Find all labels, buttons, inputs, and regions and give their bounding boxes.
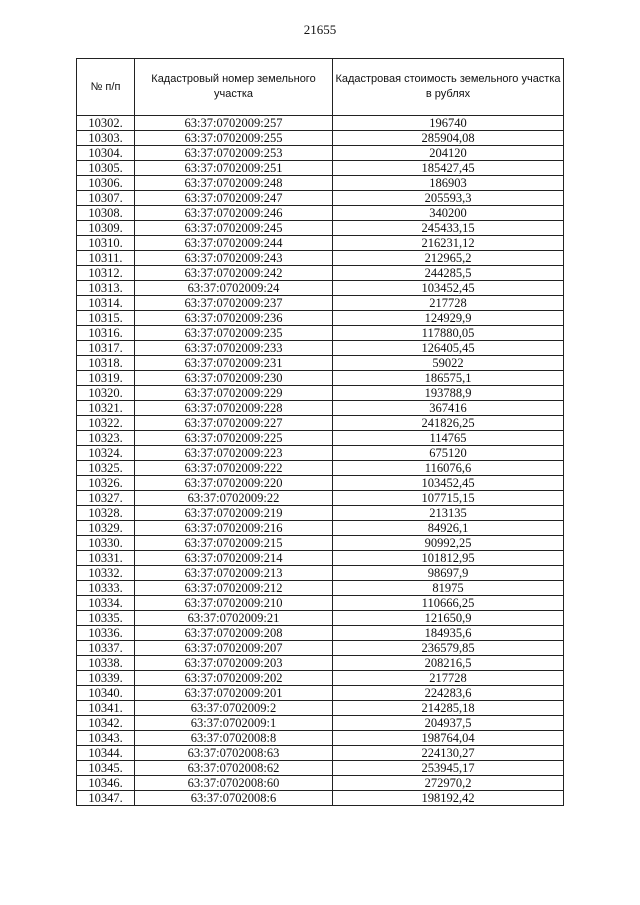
row-number: 10344. [77,746,135,761]
table-row [77,446,564,461]
cadastral-value: 367416 [333,401,564,416]
cadastral-number: 63:37:0702009:236 [135,311,333,326]
row-number: 10329. [77,521,135,536]
cadastral-value: 340200 [333,206,564,221]
cadastral-value: 208216,5 [333,656,564,671]
cadastral-value: 103452,45 [333,281,564,296]
table-row [77,326,564,341]
row-number: 10341. [77,701,135,716]
cadastral-value: 103452,45 [333,476,564,491]
cadastral-number: 63:37:0702009:244 [135,236,333,251]
cadastral-number: 63:37:0702009:223 [135,446,333,461]
row-number: 10308. [77,206,135,221]
table-row [77,536,564,551]
cadastral-number: 63:37:0702009:220 [135,476,333,491]
cadastral-value: 117880,05 [333,326,564,341]
cadastral-value: 272970,2 [333,776,564,791]
cadastral-number: 63:37:0702009:257 [135,116,333,131]
cadastral-value: 126405,45 [333,341,564,356]
row-number: 10342. [77,716,135,731]
row-number: 10312. [77,266,135,281]
cadastral-number: 63:37:0702008:8 [135,731,333,746]
cadastral-number: 63:37:0702009:228 [135,401,333,416]
table-row [77,506,564,521]
cadastral-number: 63:37:0702009:201 [135,686,333,701]
table-row [77,146,564,161]
table-row [77,131,564,146]
cadastral-value: 186575,1 [333,371,564,386]
cadastral-number: 63:37:0702009:207 [135,641,333,656]
cadastral-value: 205593,3 [333,191,564,206]
cadastral-value: 212965,2 [333,251,564,266]
cadastral-value: 114765 [333,431,564,446]
row-number: 10313. [77,281,135,296]
row-number: 10325. [77,461,135,476]
cadastral-number: 63:37:0702009:203 [135,656,333,671]
table-row [77,521,564,536]
cadastral-value: 675120 [333,446,564,461]
row-number: 10310. [77,236,135,251]
table-row [77,176,564,191]
cadastral-value: 59022 [333,356,564,371]
cadastral-number: 63:37:0702009:208 [135,626,333,641]
cadastral-number: 63:37:0702009:212 [135,581,333,596]
table-row [77,641,564,656]
row-number: 10336. [77,626,135,641]
cadastral-value: 101812,95 [333,551,564,566]
cadastral-value: 253945,17 [333,761,564,776]
table-row [77,236,564,251]
row-number: 10302. [77,116,135,131]
table-header-row [77,59,564,116]
cadastral-number: 63:37:0702009:245 [135,221,333,236]
table-row [77,551,564,566]
table-row [77,356,564,371]
row-number: 10317. [77,341,135,356]
row-number: 10318. [77,356,135,371]
cadastral-number: 63:37:0702009:246 [135,206,333,221]
row-number: 10321. [77,401,135,416]
cadastral-number: 63:37:0702009:255 [135,131,333,146]
cadastral-number: 63:37:0702009:202 [135,671,333,686]
cadastral-number: 63:37:0702009:24 [135,281,333,296]
cadastral-number: 63:37:0702009:253 [135,146,333,161]
row-number: 10316. [77,326,135,341]
table-row [77,296,564,311]
row-number: 10323. [77,431,135,446]
cadastral-value: 244285,5 [333,266,564,281]
table-row [77,476,564,491]
table-row [77,431,564,446]
cadastral-number: 63:37:0702009:222 [135,461,333,476]
table-row [77,416,564,431]
row-number: 10331. [77,551,135,566]
cadastral-value: 84926,1 [333,521,564,536]
cadastral-value: 241826,25 [333,416,564,431]
row-number: 10333. [77,581,135,596]
cadastral-value: 217728 [333,671,564,686]
table-row [77,491,564,506]
cadastral-number: 63:37:0702009:219 [135,506,333,521]
table-row [77,656,564,671]
cadastral-value: 285904,08 [333,131,564,146]
table-body [77,116,564,806]
row-number: 10303. [77,131,135,146]
cadastral-number: 63:37:0702009:242 [135,266,333,281]
cadastral-value: 213135 [333,506,564,521]
table-row [77,701,564,716]
cadastral-value: 198764,04 [333,731,564,746]
cadastral-number: 63:37:0702009:210 [135,596,333,611]
row-number: 10347. [77,791,135,806]
cadastral-value: 216231,12 [333,236,564,251]
table-row [77,341,564,356]
row-number: 10332. [77,566,135,581]
table-row [77,611,564,626]
header-num: № п/п [77,59,135,116]
table-row [77,206,564,221]
row-number: 10327. [77,491,135,506]
cadastral-number: 63:37:0702009:243 [135,251,333,266]
cadastral-number: 63:37:0702009:213 [135,566,333,581]
row-number: 10334. [77,596,135,611]
cadastral-number: 63:37:0702008:63 [135,746,333,761]
table-row [77,731,564,746]
cadastral-value: 186903 [333,176,564,191]
cadastral-number: 63:37:0702009:22 [135,491,333,506]
table-row [77,746,564,761]
cadastral-number: 63:37:0702009:216 [135,521,333,536]
table-row [77,761,564,776]
cadastral-value: 204937,5 [333,716,564,731]
table-row [77,626,564,641]
row-number: 10304. [77,146,135,161]
cadastral-value: 90992,25 [333,536,564,551]
table-row [77,251,564,266]
table-row [77,386,564,401]
row-number: 10330. [77,536,135,551]
cadastral-value: 185427,45 [333,161,564,176]
table-row [77,191,564,206]
row-number: 10319. [77,371,135,386]
table-row [77,371,564,386]
cadastral-number: 63:37:0702009:251 [135,161,333,176]
row-number: 10339. [77,671,135,686]
table-row [77,311,564,326]
cadastral-number: 63:37:0702009:215 [135,536,333,551]
cadastral-table [76,58,564,806]
header-cadastral-number: Кадастровый номер земельного участка [135,59,333,116]
cadastral-value: 198192,42 [333,791,564,806]
cadastral-number: 63:37:0702009:2 [135,701,333,716]
table-row [77,161,564,176]
cadastral-value: 124929,9 [333,311,564,326]
row-number: 10345. [77,761,135,776]
row-number: 10346. [77,776,135,791]
cadastral-number: 63:37:0702009:248 [135,176,333,191]
table-row [77,671,564,686]
cadastral-value: 98697,9 [333,566,564,581]
cadastral-value: 214285,18 [333,701,564,716]
cadastral-number: 63:37:0702009:235 [135,326,333,341]
cadastral-value: 184935,6 [333,626,564,641]
cadastral-number: 63:37:0702008:6 [135,791,333,806]
cadastral-number: 63:37:0702009:237 [135,296,333,311]
cadastral-number: 63:37:0702009:214 [135,551,333,566]
table-row [77,581,564,596]
row-number: 10328. [77,506,135,521]
cadastral-value: 110666,25 [333,596,564,611]
table-row [77,221,564,236]
table-row [77,281,564,296]
cadastral-value: 107715,15 [333,491,564,506]
page-number: 21655 [303,22,337,37]
row-number: 10307. [77,191,135,206]
cadastral-value: 196740 [333,116,564,131]
cadastral-value: 217728 [333,296,564,311]
table-row [77,716,564,731]
cadastral-value: 224130,27 [333,746,564,761]
table-row [77,686,564,701]
row-number: 10306. [77,176,135,191]
row-number: 10340. [77,686,135,701]
cadastral-value: 81975 [333,581,564,596]
row-number: 10337. [77,641,135,656]
table-row [77,566,564,581]
row-number: 10311. [77,251,135,266]
cadastral-number: 63:37:0702009:231 [135,356,333,371]
row-number: 10324. [77,446,135,461]
cadastral-value: 245433,15 [333,221,564,236]
table-row [77,116,564,131]
cadastral-value: 121650,9 [333,611,564,626]
table-row [77,776,564,791]
table-row [77,401,564,416]
row-number: 10315. [77,311,135,326]
row-number: 10320. [77,386,135,401]
cadastral-number: 63:37:0702008:62 [135,761,333,776]
cadastral-value: 116076,6 [333,461,564,476]
row-number: 10343. [77,731,135,746]
cadastral-value: 204120 [333,146,564,161]
cadastral-number: 63:37:0702009:229 [135,386,333,401]
header-cadastral-value: Кадастровая стоимость земельного участка в рублях [333,59,564,116]
row-number: 10338. [77,656,135,671]
row-number: 10305. [77,161,135,176]
cadastral-value: 224283,6 [333,686,564,701]
row-number: 10326. [77,476,135,491]
table-row [77,791,564,806]
row-number: 10335. [77,611,135,626]
table-row [77,266,564,281]
row-number: 10314. [77,296,135,311]
cadastral-value: 236579,85 [333,641,564,656]
cadastral-value: 193788,9 [333,386,564,401]
cadastral-number: 63:37:0702009:230 [135,371,333,386]
cadastral-number: 63:37:0702009:21 [135,611,333,626]
cadastral-number: 63:37:0702009:1 [135,716,333,731]
row-number: 10309. [77,221,135,236]
cadastral-number: 63:37:0702009:247 [135,191,333,206]
cadastral-number: 63:37:0702009:233 [135,341,333,356]
row-number: 10322. [77,416,135,431]
cadastral-number: 63:37:0702009:225 [135,431,333,446]
cadastral-number: 63:37:0702009:227 [135,416,333,431]
table-row [77,596,564,611]
table-row [77,461,564,476]
cadastral-number: 63:37:0702008:60 [135,776,333,791]
